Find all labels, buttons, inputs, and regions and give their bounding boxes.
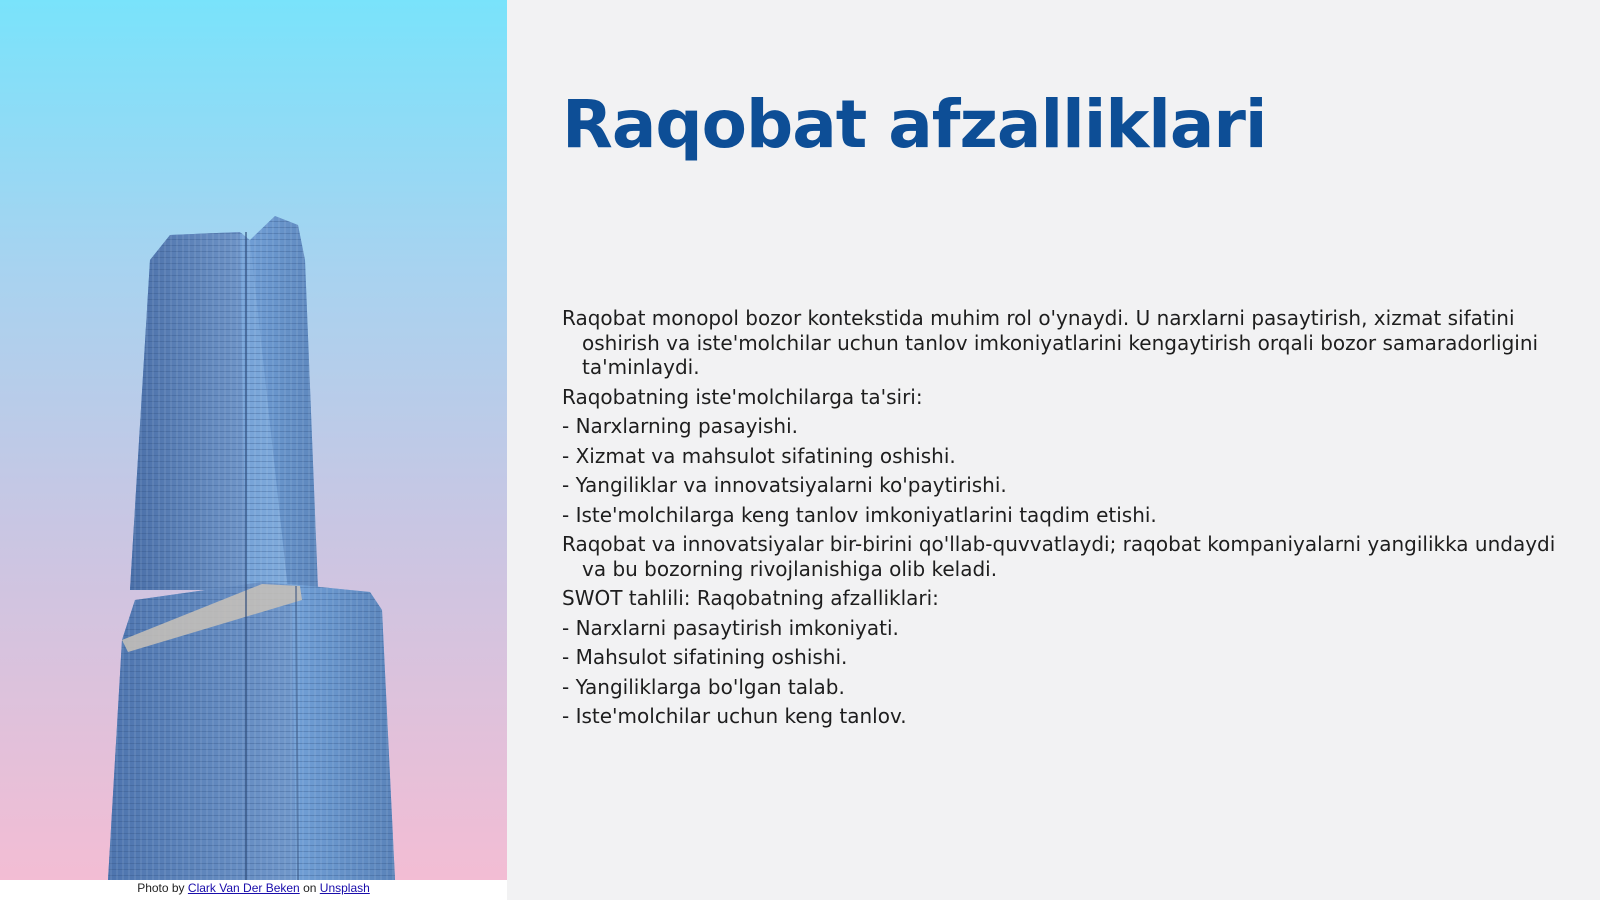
photo-credit	[0, 880, 507, 900]
body-paragraph: Raqobat va innovatsiyalar bir-birini qo'llab-quvvatlaydi; raqobat kompaniyalarni yangilikka undaydi va bu bozorning rivojlanishiga olib keladi.	[562, 532, 1556, 581]
bullet-item: - Narxlarning pasayishi.	[562, 414, 798, 438]
body-paragraph: Raqobatning iste'molchilarga ta'siri:	[562, 384, 923, 409]
bullet-item: - Xizmat va mahsulot sifatining oshishi.	[562, 443, 956, 468]
skyscraper-photo	[0, 0, 507, 880]
credit-prefix: Photo by	[137, 881, 185, 895]
bullet-item: - Iste'molchilar uchun keng tanlov.	[562, 704, 907, 728]
bullet-item: - Mahsulot sifatining oshishi.	[562, 645, 848, 669]
unsplash-link[interactable]: Unsplash	[319, 881, 370, 895]
photographer-link[interactable]: Clark Van Der Beken	[187, 881, 300, 895]
body-paragraph: SWOT tahlili: Raqobatning afzalliklari:	[562, 586, 939, 610]
bullet-item: - Narxlarni pasaytirish imkoniyati.	[562, 615, 899, 640]
bullet-item: - Yangiliklar va innovatsiyalarni ko'paytirishi.	[562, 473, 1007, 497]
slide-body	[562, 306, 1562, 734]
bullet-item: - Yangiliklarga bo'lgan talab.	[562, 674, 845, 699]
skyscraper-illustration	[0, 0, 507, 880]
bullet-item: - Iste'molchilarga keng tanlov imkoniyatlarini taqdim etishi.	[562, 502, 1157, 527]
slide-title: Raqobat afzalliklari	[562, 86, 1267, 163]
credit-middle: on	[303, 881, 317, 895]
body-paragraph: Raqobat monopol bozor kontekstida muhim rol o'ynaydi. U narxlarni pasaytirish, xizmat sifatini oshirish va iste'molchilar uchun tanlov imkoniyatlarini kengaytirish orqali bozor samaradorligini ta'minlaydi.	[562, 306, 1539, 379]
